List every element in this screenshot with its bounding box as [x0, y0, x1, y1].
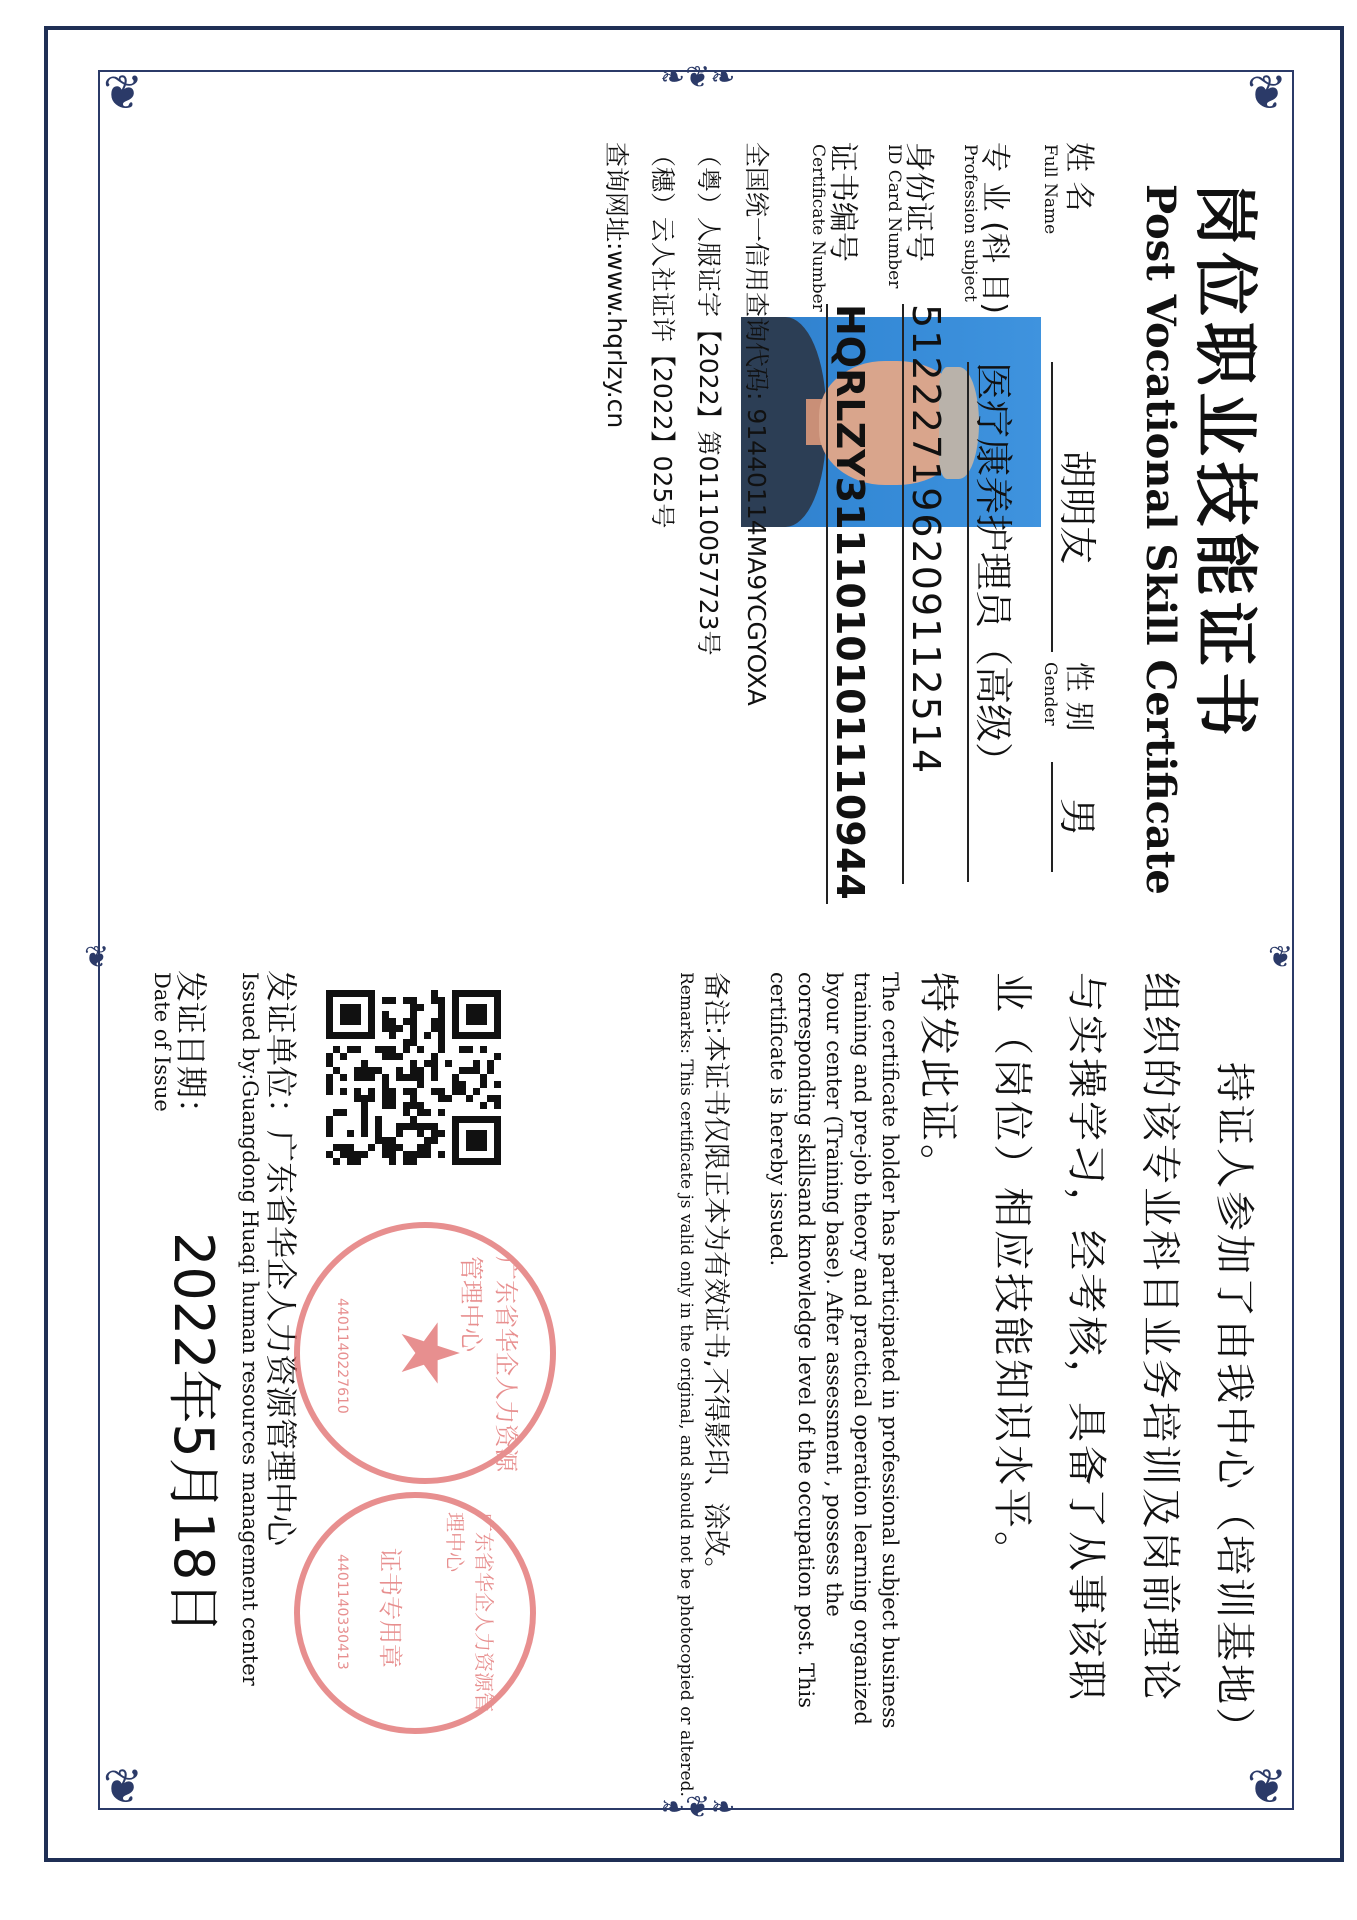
remarks-en: Remarks: This certificate js valid only in the original, and should not be photocopied or altered. — [676, 972, 696, 1797]
issuer-value-en: Guangdong Huaqi human resources management center — [238, 1080, 262, 1686]
issuer-value: 广东省华企人力资源管理中心 — [262, 1130, 300, 1547]
issue-date-value: 2022年5月18日 — [162, 1232, 225, 1635]
statement-line: 组织的该专业科目业务培训及岗前理论 — [1137, 972, 1183, 1703]
certificate-title-en: Post Vocational Skill Certificate — [1137, 184, 1184, 895]
certificate-seal — [294, 1492, 536, 1734]
issuer-en — [238, 972, 262, 1686]
official-stamp-number: 4401140227610 — [334, 1298, 350, 1414]
info-line: 全国统一信用查询代码: 91440114MA9YCGYOXA — [742, 142, 771, 706]
info-link[interactable]: 查询网址:www.hqrlzy.cn — [602, 142, 631, 429]
official-stamp-text: 广东省华企人力资源管理中心 — [457, 1256, 520, 1472]
gender-value: 男 — [1051, 762, 1108, 872]
border-ornament-icon: ❦ — [84, 940, 110, 975]
info-line: （穗）云人社证许【2022】025号 — [648, 142, 677, 529]
official-stamp — [294, 1222, 556, 1484]
cert-no-label-en: Certificate Number — [808, 144, 828, 312]
name-label-en: Full Name — [1040, 144, 1060, 235]
statement-en-line: The certificate holder has participated in professional subject business — [878, 972, 902, 1729]
gender-label-en: Gender — [1040, 662, 1060, 726]
statement-en-line: certificate is hereby issued. — [766, 972, 790, 1267]
corner-ornament-icon: ❦ — [102, 1759, 144, 1815]
seal-number: 4401140330413 — [334, 1554, 350, 1670]
remarks-cn: 备注:本证书仅限正本为有效证书,不得影印、涂改。 — [700, 972, 731, 1584]
statement-line: 业（岗位）相应技能知识水平。 — [989, 972, 1035, 1574]
certificate-content — [136, 72, 1296, 1808]
id-card-value: 512227196209112514 — [902, 304, 948, 884]
profession-value: 医疗康养护理员（高级） — [967, 362, 1024, 882]
gender-label: 性 别 — [1061, 662, 1096, 732]
statement-line: 与实操学习，经考核，具备了从事该职 — [1063, 972, 1109, 1703]
statement-line: 持证人参加了由我中心（培训基地） — [1211, 1062, 1257, 1750]
qr-code[interactable] — [326, 990, 501, 1165]
issue-date-label: 发证日期： — [172, 970, 210, 1131]
certificate-title-cn: 岗位职业技能证书 — [1187, 182, 1261, 742]
issuer-label: 发证单位： — [262, 970, 300, 1131]
id-card-label-en: ID Card Number — [884, 144, 904, 289]
issuer-label-en: Issued by: — [238, 972, 262, 1081]
profession-label: 专 业 (科 目) — [977, 142, 1012, 315]
corner-ornament-icon: ❦ — [1246, 1759, 1288, 1815]
issuer-cn — [260, 970, 306, 1546]
statement-en-line: byour center (Training base). After assessment , possess the — [822, 972, 846, 1617]
seal-text: 广东省华企人力资源管理中心 — [443, 1512, 496, 1712]
stamp-star-icon: ★ — [383, 1317, 477, 1389]
issue-date-label-en: Date of Issue — [150, 972, 174, 1112]
id-card-label: 身份证号 — [901, 142, 936, 262]
profession-label-en: Profession subject — [960, 144, 980, 302]
cert-no-label: 证书编号 — [825, 142, 860, 262]
corner-ornament-icon: ❦ — [102, 65, 144, 121]
statement-line: 特发此证。 — [915, 972, 961, 1187]
name-label: 姓 名 — [1061, 142, 1096, 212]
border-ornament-icon: ❧❦❧ — [660, 60, 736, 95]
name-value: 胡明友 — [1051, 362, 1108, 652]
border-ornament-icon: ❧❦❧ — [660, 1790, 736, 1825]
seal-subtext: 证书专用章 — [376, 1548, 404, 1668]
corner-ornament-icon: ❦ — [1246, 65, 1288, 121]
info-line: （粤）人服证字【2022】第01110057723号 — [694, 142, 723, 656]
statement-en-line: corresponding skillsand knowledge level of the occupation post. This — [794, 972, 818, 1709]
border-ornament-icon: ❦ — [1268, 940, 1294, 975]
statement-en-line: training and pre-job theory and practical operation learning organized — [850, 972, 874, 1725]
cert-no-value: HQRLZY3111010101110944 — [826, 304, 872, 904]
